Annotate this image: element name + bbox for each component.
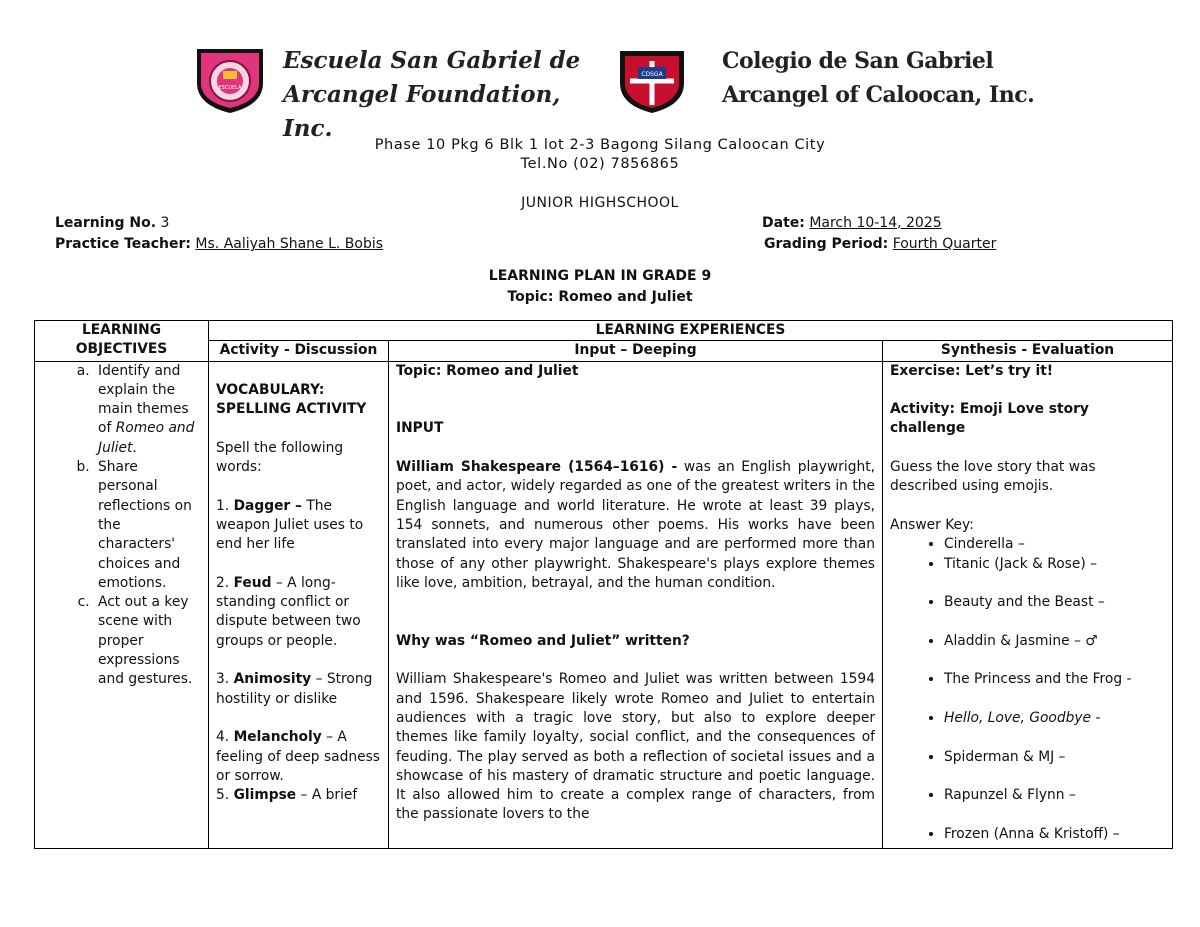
vocab-word-4: 4. Melancholy – A feeling of deep sadness or sorrow. bbox=[216, 729, 380, 784]
answer-item: • Aladdin & Jasmine – ♂ bbox=[944, 632, 1165, 651]
plan-title: LEARNING PLAN IN GRADE 9 bbox=[488, 268, 712, 284]
objectives-list bbox=[42, 362, 201, 690]
answer-item: • Hello, Love, Goodbye - bbox=[944, 709, 1165, 728]
vocab-word-5: 5. Glimpse – A brief bbox=[216, 787, 358, 804]
activity-cell bbox=[209, 361, 389, 848]
school-name-right bbox=[722, 44, 1042, 112]
why-heading: Why was “Romeo and Juliet” written? bbox=[396, 632, 690, 649]
school-address: Phase 10 Pkg 6 Blk 1 lot 2-3 Bagong Silang Caloocan City bbox=[374, 137, 826, 153]
escuela-logo-icon bbox=[193, 45, 267, 115]
school-tel: Tel.No (02) 7856865 bbox=[520, 156, 680, 172]
objective-a: a. Identify and explain the main themes of Romeo and Juliet. bbox=[94, 362, 201, 458]
header-activity-discussion: Activity - Discussion bbox=[209, 341, 389, 361]
objective-c: c. Act out a key scene with proper expressions and gestures. bbox=[94, 593, 201, 689]
school-left-line2: Arcangel Foundation, Inc. bbox=[283, 81, 561, 142]
school-right-line2: Arcangel of Caloocan, Inc. bbox=[722, 82, 1035, 108]
school-right-line1: Colegio de San Gabriel bbox=[722, 48, 994, 74]
vocab-word-2: 2. Feud – A long-standing conflict or dispute between two groups or people. bbox=[216, 574, 361, 649]
department-label: JUNIOR HIGHSCHOOL bbox=[521, 195, 679, 211]
vocab-word-1: 1. Dagger – The weapon Juliet uses to end her life bbox=[216, 497, 364, 553]
lesson-date: Date: March 10-14, 2025 bbox=[762, 215, 942, 231]
objective-b: b. Share personal reflections on the characters' choices and emotions. bbox=[94, 458, 201, 593]
shakespeare-paragraph: William Shakespeare (1564–1616) - was an English playwright, poet, and actor, widely regarded as one of the greatest writers in the English language and world literature. He wrote at least 39 plays, 154 sonnets, and numerous other poems. His works have been translated into every major language and are performed more than those of any other playwright. Shakespeare's plays explore themes like love, ambition, betrayal, and the human condition. bbox=[396, 459, 875, 591]
school-name-left bbox=[283, 44, 583, 146]
answer-item: • Spiderman & MJ – bbox=[944, 748, 1165, 767]
synthesis-cell bbox=[883, 361, 1173, 848]
header-learning-experiences: LEARNING EXPERIENCES bbox=[209, 321, 1173, 341]
answer-item: • Cinderella – bbox=[944, 535, 1165, 554]
header-learning-objectives: LEARNING OBJECTIVES bbox=[35, 321, 209, 362]
answer-item: • The Princess and the Frog - bbox=[944, 670, 1165, 689]
input-topic: Topic: Romeo and Juliet bbox=[396, 362, 579, 379]
plan-topic: Topic: Romeo and Juliet bbox=[507, 289, 693, 305]
svg-text:ESCUELA: ESCUELA bbox=[218, 85, 242, 91]
learning-no: Learning No. 3 bbox=[55, 215, 170, 231]
grading-period: Grading Period: Fourth Quarter bbox=[764, 236, 997, 252]
answer-key-label: Answer Key: bbox=[890, 516, 974, 533]
answer-item: • Beauty and the Beast – bbox=[944, 593, 1165, 612]
input-label: INPUT bbox=[396, 420, 444, 437]
svg-text:CDSGA: CDSGA bbox=[641, 71, 663, 78]
activity-title: VOCABULARY: SPELLING ACTIVITY bbox=[216, 381, 367, 418]
answer-key-list bbox=[890, 535, 1165, 844]
activity-instruction: Spell the following words: bbox=[216, 439, 344, 476]
activity-emoji-title: Activity: Emoji Love story challenge bbox=[890, 401, 1089, 437]
header-synthesis-evaluation: Synthesis - Evaluation bbox=[883, 341, 1173, 361]
practice-teacher: Practice Teacher: Ms. Aaliyah Shane L. Bobis bbox=[55, 236, 384, 252]
colegio-logo-icon bbox=[616, 47, 688, 115]
answer-item: • Titanic (Jack & Rose) – bbox=[944, 555, 1165, 574]
answer-item: • Rapunzel & Flynn – bbox=[944, 786, 1165, 805]
vocab-word-3: 3. Animosity – Strong hostility or dislike bbox=[216, 671, 373, 707]
school-left-line1: Escuela San Gabriel de bbox=[283, 47, 581, 74]
input-cell bbox=[389, 361, 883, 848]
learning-plan-table bbox=[34, 320, 1173, 849]
synthesis-instruction: Guess the love story that was described using emojis. bbox=[890, 459, 1096, 495]
objectives-cell bbox=[35, 361, 209, 848]
answer-item: • Frozen (Anna & Kristoff) – bbox=[944, 825, 1165, 844]
header-input-deeping: Input – Deeping bbox=[389, 341, 883, 361]
exercise-title: Exercise: Let’s try it! bbox=[890, 362, 1054, 379]
why-paragraph: William Shakespeare's Romeo and Juliet was written between 1594 and 1596. Shakespeare likely wrote Romeo and Juliet to entertain audiences with a tragic love story, but also to explore deeper themes like family loyalty, social conflict, and the consequences of feuding. The play served as both a reflection of societal issues and a showcase of his mastery of dramatic structure and poetic language. It also allowed him to create a complex range of characters, from the passionate lovers to the bbox=[396, 671, 875, 823]
